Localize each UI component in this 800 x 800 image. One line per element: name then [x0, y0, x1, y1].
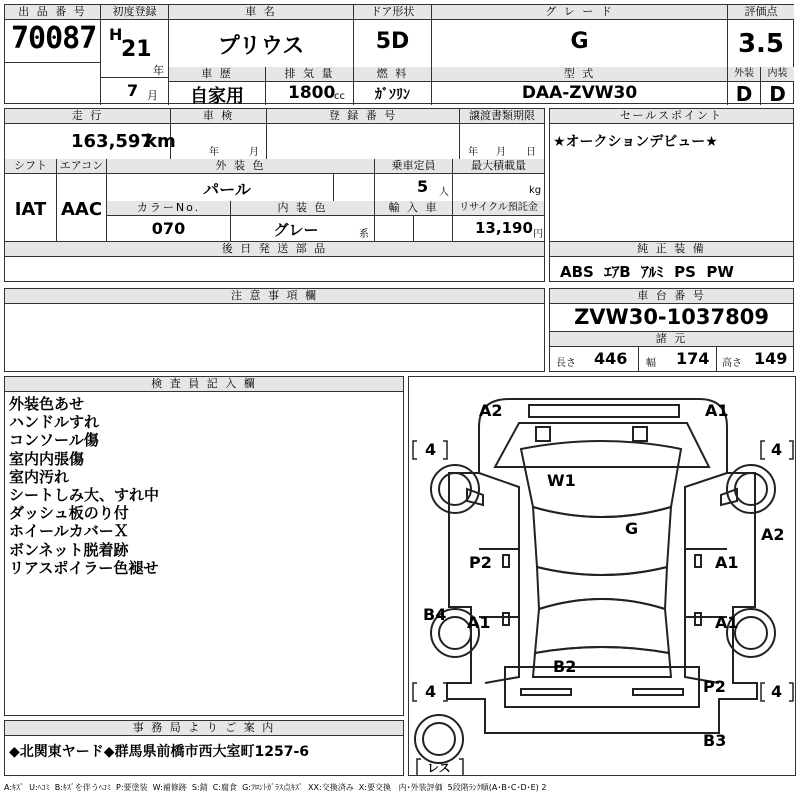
damage-mark: B4: [423, 605, 447, 624]
model-cell: [432, 67, 728, 105]
grade-cell: [432, 5, 728, 67]
ac: AAC: [60, 199, 103, 220]
sales-header: セールスポイント: [550, 109, 793, 124]
doc-year-unit: 年: [468, 147, 478, 158]
recycle-header: リサイクル預託金: [453, 201, 544, 216]
doc-month-unit: 月: [496, 147, 506, 158]
height-label: 高さ: [722, 358, 742, 369]
grade-header: グ レ ー ド: [432, 5, 727, 20]
inspector-line: シートしみ大、すれ中: [9, 486, 160, 505]
doc-day-unit: 日: [526, 147, 536, 158]
mileage-header: 走 行: [5, 109, 170, 124]
insp-year-unit: 年: [209, 147, 219, 158]
color-number: 070: [151, 219, 186, 238]
spec-header: 諸 元: [550, 332, 793, 347]
reg-month: 7: [127, 81, 139, 100]
colorno-cell: [107, 201, 231, 241]
equipment: ABS ｴｱB ｱﾙﾐ PS PW: [560, 263, 734, 281]
damage-mark: A2: [479, 401, 503, 420]
inspector-line: リアスポイラー色褪せ: [9, 558, 159, 577]
interior-cell: [231, 201, 375, 241]
score: 3.5: [737, 29, 785, 59]
import-cell: [375, 201, 453, 241]
inspector-line: ハンドルすれ: [9, 413, 100, 432]
damage-mark: A1: [715, 613, 739, 632]
ext-score: D: [735, 82, 753, 106]
history-cell: [169, 67, 266, 105]
lot-cell: [5, 5, 101, 62]
length-label: 長さ: [556, 358, 576, 369]
inspection-header: 車 検: [171, 109, 266, 124]
insp-month-unit: 月: [249, 147, 259, 158]
reg-header: 登 録 番 号: [267, 109, 459, 124]
damage-mark: A2: [761, 525, 785, 544]
model: DAA-ZVW30: [521, 83, 638, 103]
tire-tread: 4: [425, 440, 437, 459]
inspector-line: 外装色あせ: [9, 395, 85, 413]
office-address: ◆北関東ヤード◆群馬県前橋市西大室町1257-6: [9, 744, 310, 760]
tire-tread: 4: [425, 682, 437, 701]
car-name-cell: [169, 5, 354, 67]
inspector-block: [4, 376, 404, 716]
model-header: 型 式: [432, 67, 727, 82]
height: 149: [754, 349, 788, 368]
interior-color: グレー: [273, 221, 319, 239]
doc-header: 譲渡書類期限: [460, 109, 544, 124]
grade: G: [570, 29, 589, 54]
car-diagram: [408, 376, 796, 776]
chassis-number: ZVW30-1037809: [574, 305, 769, 329]
later-parts-header: 後 日 発 送 部 品: [5, 242, 544, 257]
width: 174: [676, 349, 710, 368]
shift-cell: [5, 159, 57, 241]
registration-cell: [267, 109, 460, 159]
displacement-header: 排 気 量: [266, 67, 353, 82]
mileage-cell: [5, 109, 176, 159]
ext-score-cell: [728, 67, 761, 105]
colorno-header: カラーNo.: [107, 201, 230, 216]
notes-header: 注 意 事 項 欄: [5, 289, 544, 304]
int-score: D: [769, 82, 786, 106]
ac-header: エアコン: [57, 159, 106, 174]
fuel-header: 燃 料: [354, 67, 431, 82]
year-unit: 年: [153, 64, 164, 77]
chassis-header: 車 台 番 号: [550, 289, 793, 304]
sales-point: ★オークションデビュー★: [553, 134, 718, 150]
lot-number: 70087: [11, 21, 97, 56]
inspector-notes: [9, 395, 159, 577]
fuel-cell: [354, 67, 432, 105]
era: H: [109, 25, 123, 44]
damage-mark: A1: [715, 553, 739, 572]
interior-header: 内 装 色: [231, 201, 374, 216]
recycle-fee: 13,190: [475, 219, 533, 237]
damage-mark: P2: [469, 553, 492, 572]
door-header: ドア形状: [354, 5, 431, 20]
car-outline: [409, 377, 795, 775]
color-cell: [107, 159, 375, 201]
mileage: 163,597: [71, 131, 153, 152]
month-unit: 月: [147, 89, 158, 102]
ext-header: 外装: [728, 67, 760, 82]
legend: A:ｷｽﾞ U:ﾍｺﾐ B:ｷｽﾞを伴うﾍｺﾐ P:要塗装 W:補修跡 S:錆 C:腐食 G:ﾌﾛﾝﾄｶﾞﾗｽ点ｷｽﾞ XX:交換済み X:要交換 内･外装評価 5段階ﾗﾝｸ順(A･B･C･D･E) 2: [4, 783, 547, 792]
name-header: 車 名: [169, 5, 353, 20]
tire-tread: 4: [771, 440, 783, 459]
recycle-cell: [453, 201, 544, 241]
inspector-line: コンソール傷: [9, 431, 99, 450]
inspector-header: 検 査 員 記 入 欄: [5, 377, 403, 392]
notes-block: [4, 288, 545, 372]
inspector-line: ボンネット脱着跡: [9, 540, 129, 559]
office-block: [4, 720, 404, 776]
capacity-unit: 人: [439, 187, 449, 198]
int-header: 内装: [761, 67, 794, 82]
width-label: 幅: [646, 358, 656, 369]
recycle-unit: 円: [533, 229, 543, 240]
ac-cell: [57, 159, 107, 241]
displacement: 1800: [288, 83, 336, 103]
shift-header: シフト: [5, 159, 56, 174]
damage-mark: A1: [705, 401, 729, 420]
damage-mark: B2: [553, 657, 577, 676]
capacity: 5: [417, 177, 429, 196]
chassis-block: [549, 288, 794, 372]
office-header: 事 務 局 よ り ご 案 内: [5, 721, 403, 736]
sales-point-block: [549, 108, 794, 282]
spare-tire: レス: [427, 761, 451, 775]
interior-unit: 系: [359, 229, 369, 240]
door-cell: [354, 5, 432, 67]
first-reg-header: 初度登録: [101, 5, 168, 20]
car-name: プリウス: [217, 34, 305, 59]
fuel: ｶﾞｿﾘﾝ: [375, 87, 410, 103]
reg-year: 21: [121, 37, 152, 62]
load-cell: [453, 159, 544, 201]
tire-tread: 4: [771, 682, 783, 701]
score-cell: [728, 5, 794, 67]
damage-mark: P2: [703, 677, 726, 696]
lot-header: 出 品 番 号: [5, 5, 100, 20]
equipment-header: 純 正 装 備: [550, 242, 793, 257]
exterior-color: パール: [203, 180, 251, 199]
displacement-unit: cc: [334, 91, 345, 102]
shift: IAT: [14, 199, 47, 220]
door-type: 5D: [375, 29, 410, 54]
inspector-line: 室内内張傷: [9, 449, 85, 468]
color-header: 外 装 色: [107, 159, 374, 174]
first-reg-cell: [101, 5, 169, 105]
score-header: 評価点: [728, 5, 794, 20]
import-header: 輸 入 車: [375, 201, 452, 216]
length: 446: [594, 349, 628, 368]
history-header: 車 歴: [169, 67, 265, 82]
capacity-cell: [375, 159, 453, 201]
inspection-cell: [171, 109, 267, 159]
damage-mark: W1: [547, 471, 576, 490]
mileage-unit: km: [145, 131, 176, 152]
vehicle-detail-block: [4, 108, 545, 282]
int-score-cell: [761, 67, 794, 105]
load-unit: kg: [529, 185, 542, 196]
damage-mark: G: [625, 519, 639, 538]
capacity-header: 乗車定員: [375, 159, 452, 174]
displacement-cell: [266, 67, 354, 105]
history: 自家用: [190, 86, 244, 107]
inspector-line: 室内汚れ: [9, 467, 70, 486]
damage-mark: B3: [703, 731, 727, 750]
top-info-block: [4, 4, 794, 107]
load-header: 最大積載量: [453, 159, 544, 174]
doc-deadline-cell: [460, 109, 544, 159]
damage-mark: A1: [467, 613, 491, 632]
inspector-line: ホイールカバーＸ: [9, 522, 129, 541]
inspector-line: ダッシュ板のり付: [9, 504, 129, 523]
